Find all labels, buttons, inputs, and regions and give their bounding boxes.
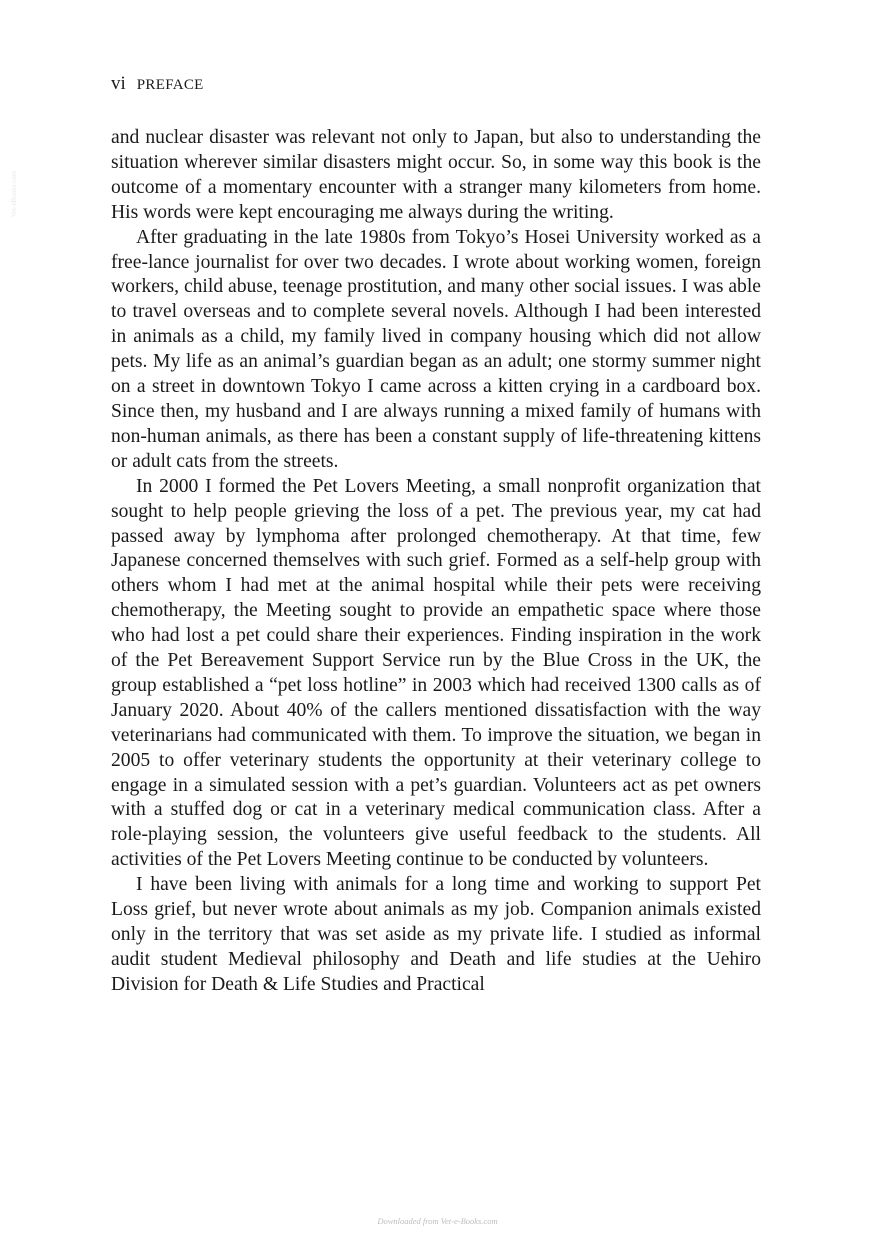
page-number: vi [111, 73, 126, 94]
paragraph-1: and nuclear disaster was relevant not only to Japan, but also to understanding the situation wherever similar disasters might occur. So, in some way this book is the outcome of a momentary encounter with a stranger many kilometers from home. His words were kept encouraging me always during the writing. [111, 127, 761, 223]
paragraph-4: I have been living with animals for a long time and working to support Pet Loss grief, but never wrote about animals as my job. Companion animals existed only in the territory that was set aside as my private life. I studied as informal audit student Medieval philosophy and Death and life studies at the Uehiro Division for Death & Life Studies and Practical [111, 874, 761, 995]
section-title: PREFACE [136, 77, 204, 93]
download-watermark: Downloaded from Vet-e-Books.com [377, 1216, 498, 1226]
paragraph-2: After graduating in the late 1980s from Tokyo’s Hosei University worked as a free-lance journalist for over two decades. I wrote about working women, foreign workers, child abuse, teenage prostitution, and many other social issues. I was able to travel overseas and to complete several novels. Although I had been interested in animals as a child, my family lived in company housing which did not allow pets. My life as an animal’s guardian began as an adult; one stormy summer night on a street in downtown Tokyo I came across a kitten crying in a cardboard box. Since then, my husband and I are always running a mixed family of humans with non-human animals, as there has been a constant supply of life-threatening kittens or adult cats from the streets. [111, 226, 761, 472]
side-watermark: Vet-eBooks.com [10, 170, 18, 218]
body-text [111, 126, 761, 998]
paragraph-3: In 2000 I formed the Pet Lovers Meeting, a small nonprofit organization that sought to help people grieving the loss of a pet. The previous year, my cat had passed away by lymphoma after prolonged chemotherapy. At that time, few Japanese concerned themselves with such grief. Formed as a self-help group with others whom I had met at the animal hospital while their pets were receiving chemotherapy, the Meeting sought to provide an empathetic space where those who had lost a pet could share their experiences. Finding inspiration in the work of the Pet Bereavement Support Service run by the Blue Cross in the UK, the group established a “pet loss hotline” in 2003 which had received 1300 calls as of January 2020. About 40% of the callers mentioned dissatisfaction with the way veterinarians had communicated with them. To improve the situation, we began in 2005 to offer veterinary students the opportunity at their veterinary college to engage in a simulated session with a pet’s guardian. Volunteers act as pet owners with a stuffed dog or cat in a veterinary medical communication class. After a role-playing session, the volunteers give useful feedback to the students. All activities of the Pet Lovers Meeting continue to be conducted by volunteers. [111, 475, 761, 871]
running-head [111, 72, 204, 96]
